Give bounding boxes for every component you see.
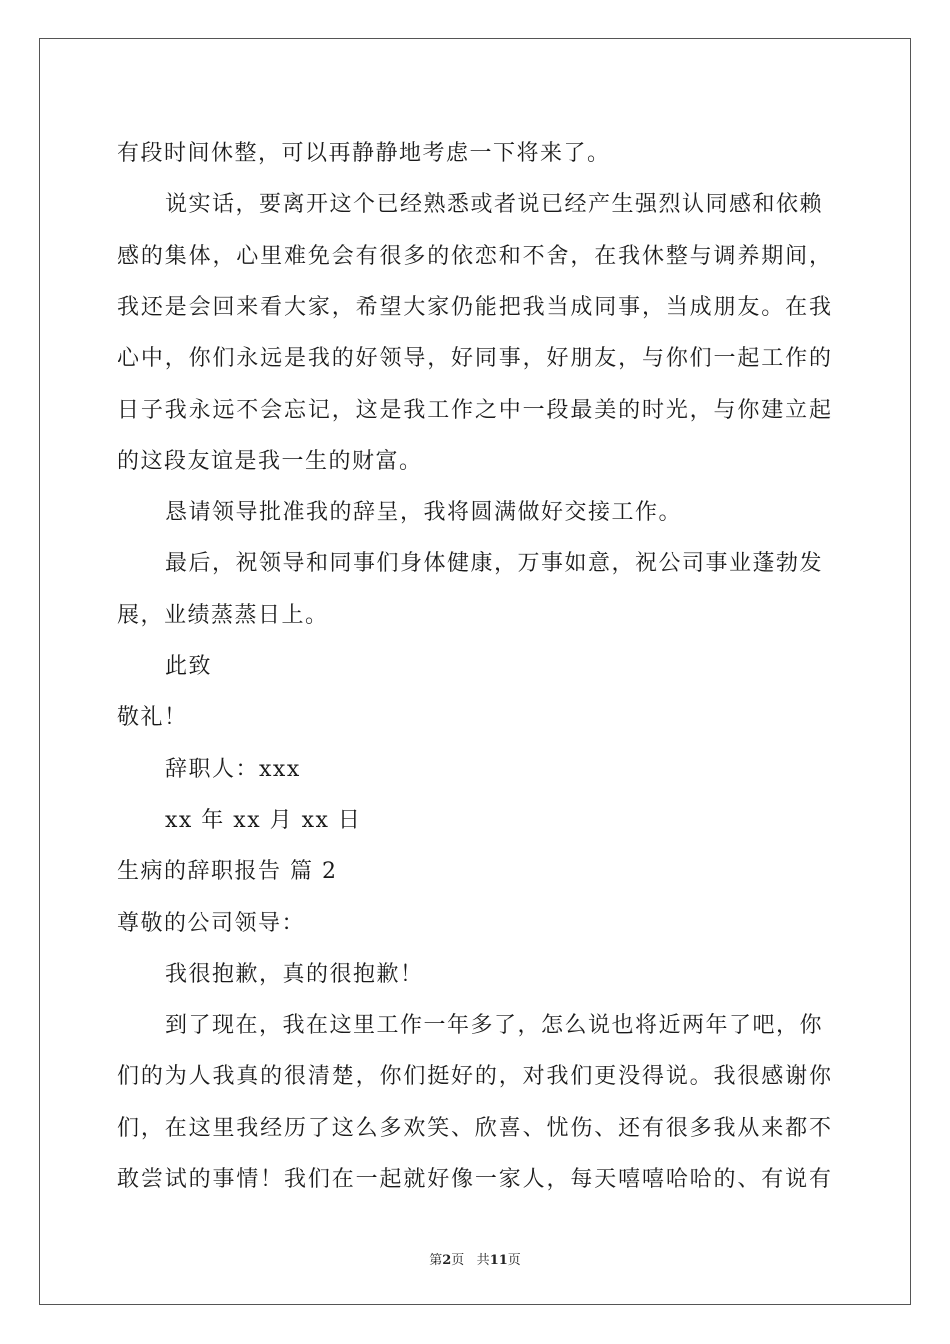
footer-total-suffix: 页 — [507, 1253, 521, 1268]
text-line: 我还是会回来看大家，希望大家仍能把我当成同事，当成朋友。在我 — [117, 295, 831, 320]
page-footer — [0, 1249, 950, 1268]
text-line: 恳请领导批准我的辞呈，我将圆满做好交接工作。 — [165, 500, 683, 525]
footer-page-prefix: 第 — [429, 1253, 443, 1268]
footer-total-number: 11 — [489, 1253, 508, 1268]
text-line: 到了现在，我在这里工作一年多了，怎么说也将近两年了吧，你 — [165, 1013, 824, 1038]
text-line: 展，业绩蒸蒸日上。 — [117, 603, 329, 628]
footer-page-number: 2 — [442, 1253, 452, 1268]
footer-page-suffix: 页 — [451, 1253, 465, 1268]
text-line: 说实话，要离开这个已经熟悉或者说已经产生强烈认同感和依赖 — [165, 192, 824, 217]
text-line: 们，在这里我经历了这么多欢笑、欣喜、忧伤、还有很多我从来都不 — [117, 1116, 831, 1141]
footer-total-prefix: 共 — [476, 1253, 490, 1268]
text-line: 最后，祝领导和同事们身体健康，万事如意，祝公司事业蓬勃发 — [165, 551, 824, 576]
text-line: xx 年 xx 月 xx 日 — [165, 808, 362, 833]
text-line: 们的为人我真的很清楚，你们挺好的，对我们更没得说。我很感谢你 — [117, 1064, 831, 1089]
text-line: 敬礼！ — [117, 705, 188, 730]
text-line: 尊敬的公司领导： — [117, 911, 306, 936]
text-line: 敢尝试的事情！我们在一起就好像一家人，每天嘻嘻哈哈的、有说有 — [117, 1167, 831, 1192]
text-line: 日子我永远不会忘记，这是我工作之中一段最美的时光，与你建立起 — [117, 398, 831, 423]
text-line: 的这段友谊是我一生的财富。 — [117, 449, 423, 474]
text-line: 我很抱歉，真的很抱歉！ — [165, 962, 424, 987]
text-line: 心中，你们永远是我的好领导，好同事，好朋友，与你们一起工作的 — [117, 346, 831, 371]
text-line: 有段时间休整，可以再静静地考虑一下将来了。 — [117, 141, 611, 166]
text-line: 生病的辞职报告 篇 2 — [117, 859, 338, 884]
text-line: 辞职人：xxx — [165, 757, 301, 782]
text-line: 感的集体，心里难免会有很多的依恋和不舍，在我休整与调养期间， — [117, 244, 831, 269]
text-line: 此致 — [165, 654, 213, 679]
